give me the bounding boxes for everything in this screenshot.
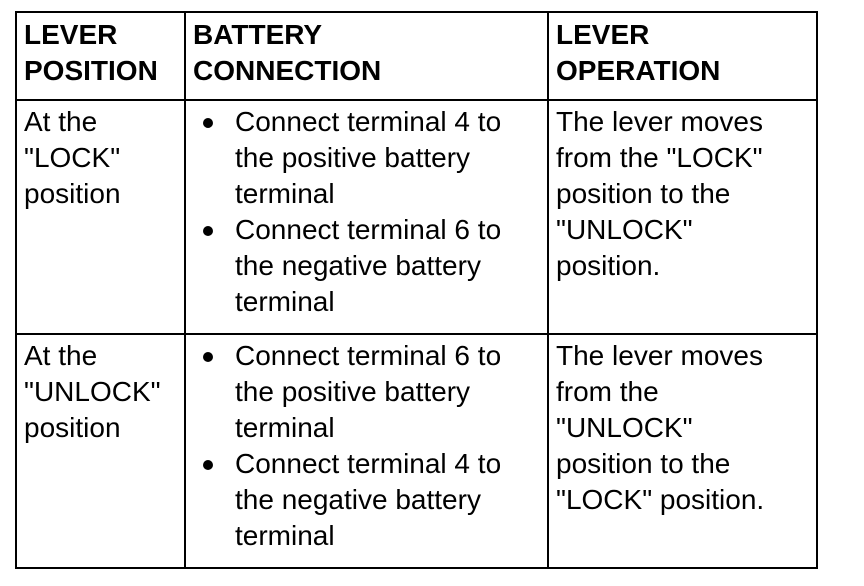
bullet-icon	[203, 460, 213, 470]
table-row	[16, 334, 817, 568]
list-item: Connect terminal 4 to the negative battery terminal	[193, 446, 540, 554]
bullet-icon	[203, 118, 213, 128]
table-row	[16, 100, 817, 334]
list-item: Connect terminal 6 to the negative battery terminal	[193, 212, 540, 320]
bullet-icon	[203, 226, 213, 236]
cell-battery-connection	[185, 100, 548, 334]
list-item: Connect terminal 6 to the positive battery terminal	[193, 338, 540, 446]
cell-lever-position: At the "UNLOCK" position	[16, 334, 185, 568]
table-header-row	[16, 12, 817, 100]
header-lever-position: LEVER POSITION	[16, 12, 185, 100]
cell-battery-connection	[185, 334, 548, 568]
header-battery-connection: BATTERY CONNECTION	[185, 12, 548, 100]
cell-lever-operation: The lever moves from the "UNLOCK" position to the "LOCK" position.	[548, 334, 817, 568]
list-item: Connect terminal 4 to the positive battery terminal	[193, 104, 540, 212]
bullet-icon	[203, 352, 213, 362]
header-lever-operation: LEVER OPERATION	[548, 12, 817, 100]
cell-lever-position: At the "LOCK" position	[16, 100, 185, 334]
lever-battery-table	[15, 11, 818, 569]
cell-lever-operation: The lever moves from the "LOCK" position to the "UNLOCK" position.	[548, 100, 817, 334]
